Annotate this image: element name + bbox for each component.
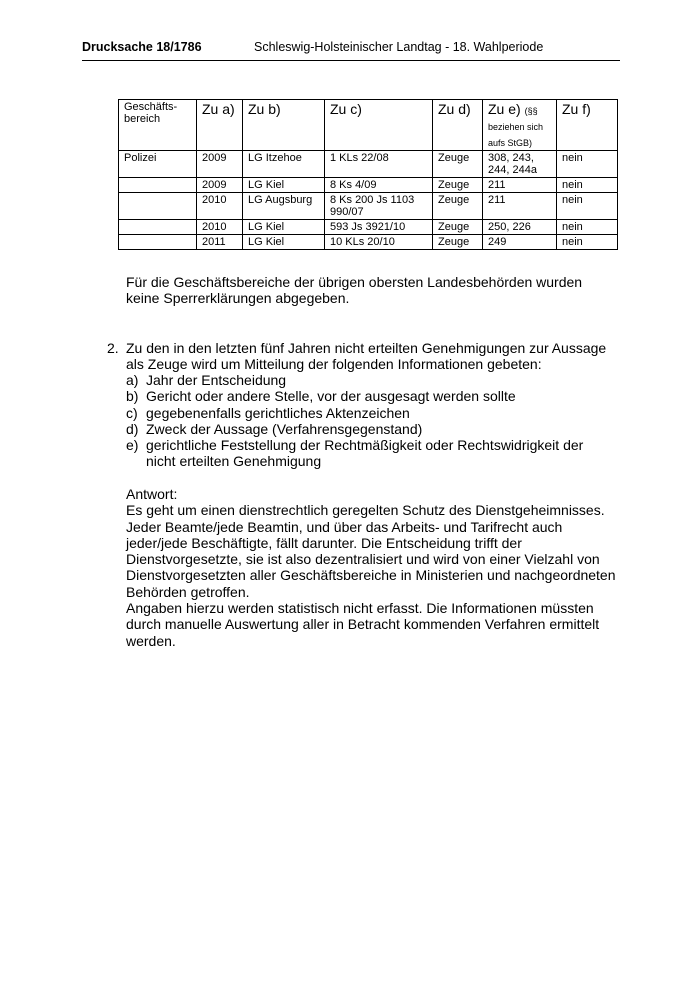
cell-gericht: LG Kiel [243,235,325,250]
list-item-text: Jahr der Entscheidung [146,372,287,388]
cell-zweck: Zeuge [433,178,483,193]
table-row [119,235,618,250]
cell-paragraphen: 308, 243, 244, 244a [483,151,557,178]
cell-feststellung: nein [557,178,618,193]
cell-bereich [119,193,197,220]
header-zu-b: Zu b) [243,100,325,151]
list-item-marker: a) [126,372,139,388]
cell-jahr: 2009 [197,178,243,193]
cell-paragraphen: 211 [483,178,557,193]
cell-feststellung: nein [557,235,618,250]
answer-paragraph-1: Es geht um einen dienstrechtlich geregelten Schutz des Dienstgeheimnisses. Jeder Beamte/jede Beamtin, und über das Arbeits- und Tarifrecht auch jeder/jede Beschäftigte, fällt darunter. Die Entscheidung trifft der Dienstvorgesetzte, sie ist also dezentralisiert und wird von einer Vielzahl von Dienstvorgesetzten aller Geschäftsbereiche in Ministerien und nachgeordneten Behörden getroffen. [126,502,616,600]
header-zu-e-hint: (§§ beziehen sich aufs StGB) [488,106,544,148]
cell-paragraphen: 249 [483,235,557,250]
cell-zweck: Zeuge [433,220,483,235]
header-zu-e [483,100,557,151]
list-item-text: gerichtliche Feststellung der Rechtmäßigkeit oder Rechtswidrigkeit der nicht erteilten Genehmigung [146,437,584,470]
list-item-marker: b) [126,388,139,405]
table-row [119,220,618,235]
answer-paragraph-2: Angaben hierzu werden statistisch nicht erfasst. Die Informationen müssten durch manuelle Auswertung aller in Betracht kommenden Verfahren ermittelt werden. [126,600,600,649]
page-header [82,40,620,61]
sperrerklaerungen-table [118,99,618,250]
question-number: 2. [107,340,119,356]
list-item [126,421,616,437]
answer-label: Antwort: [126,486,178,502]
list-item-marker: d) [126,420,139,437]
list-item-text: Gericht oder andere Stelle, vor der ausgesagt werden sollte [146,388,516,405]
cell-feststellung: nein [557,193,618,220]
list-item-marker: e) [126,437,139,454]
cell-aktenzeichen: 1 KLs 22/08 [325,151,433,178]
cell-bereich [119,235,197,250]
list-item [126,405,616,421]
parliament-title: Schleswig-Holsteinischer Landtag - 18. Wahlperiode [254,40,544,54]
cell-feststellung: nein [557,220,618,235]
cell-bereich [119,178,197,193]
cell-aktenzeichen: 8 Ks 200 Js 1103 990/07 [325,193,433,220]
cell-jahr: 2009 [197,151,243,178]
cell-jahr: 2010 [197,220,243,235]
table-header-row [119,100,618,151]
cell-zweck: Zeuge [433,193,483,220]
header-zu-d: Zu d) [433,100,483,151]
cell-gericht: LG Kiel [243,220,325,235]
table-row [119,193,618,220]
cell-paragraphen: 211 [483,193,557,220]
header-zu-f: Zu f) [557,100,618,151]
cell-jahr: 2011 [197,235,243,250]
cell-paragraphen: 250, 226 [483,220,557,235]
cell-gericht: LG Kiel [243,178,325,193]
list-item-text: Zweck der Aussage (Verfahrensgegenstand) [146,420,423,437]
question-text: Zu den in den letzten fünf Jahren nicht erteilten Genehmigungen zur Aussage als Zeuge wird um Mitteilung der folgenden Informationen gebeten: [126,340,607,373]
cell-bereich [119,220,197,235]
header-zu-a: Zu a) [197,100,243,151]
list-item [126,437,616,470]
cell-bereich: Polizei [119,151,197,178]
cell-aktenzeichen: 593 Js 3921/10 [325,220,433,235]
question-items-list [126,372,616,470]
table-row [119,151,618,178]
header-zu-c: Zu c) [325,100,433,151]
header-geschaeftsbereich: Geschäfts-bereich [119,100,197,151]
header-zu-e-label: Zu e) [488,101,521,117]
no-other-declarations-paragraph: Für die Geschäftsbereiche der übrigen obersten Landesbehörden wurden keine Sperrerklärungen abgegeben. [126,274,583,307]
answer-section [126,486,616,649]
cell-zweck: Zeuge [433,151,483,178]
cell-jahr: 2010 [197,193,243,220]
cell-feststellung: nein [557,151,618,178]
table-row [119,178,618,193]
list-item-text: gegebenenfalls gerichtliches Aktenzeichen [146,404,410,421]
cell-gericht: LG Itzehoe [243,151,325,178]
list-item [126,388,616,404]
document-number: Drucksache 18/1786 [82,40,202,54]
cell-aktenzeichen: 10 KLs 20/10 [325,235,433,250]
list-item-marker: c) [126,404,138,421]
list-item [126,372,616,388]
cell-gericht: LG Augsburg [243,193,325,220]
cell-zweck: Zeuge [433,235,483,250]
cell-aktenzeichen: 8 Ks 4/09 [325,178,433,193]
